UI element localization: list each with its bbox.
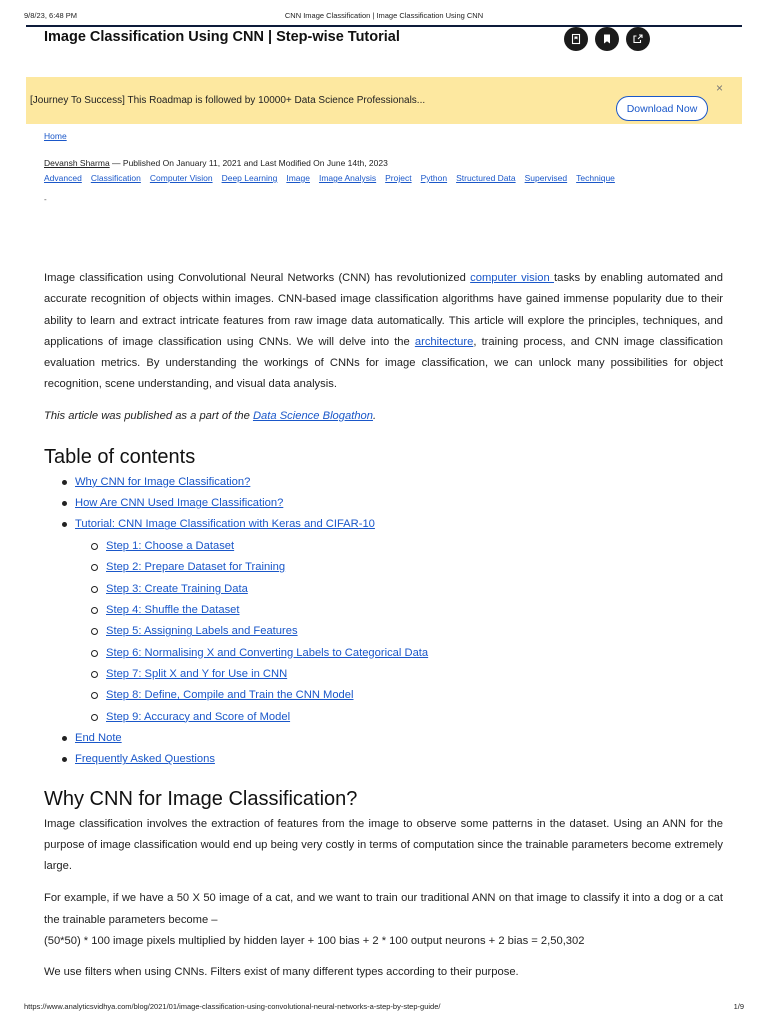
- tag-structured-data[interactable]: Structured Data: [456, 173, 516, 183]
- tag-computer-vision[interactable]: Computer Vision: [149, 173, 213, 183]
- table-of-contents: [44, 472, 723, 771]
- section-paragraph-2: [44, 888, 723, 952]
- tag-advanced[interactable]: Advanced: [44, 173, 82, 183]
- share-icon: [632, 33, 644, 45]
- tag-project[interactable]: Project: [385, 173, 412, 183]
- toc-link-step-3[interactable]: Step 3: Create Training Data: [106, 582, 248, 595]
- publish-info: — Published On January 11, 2021 and Last Modified On June 14th, 2023: [109, 158, 388, 168]
- page-number: 1/9: [733, 1002, 744, 1011]
- article-actions: [564, 27, 650, 51]
- toc-subitem: [44, 536, 723, 557]
- intro-text-2: tasks by enabling automated and accurate recognition of objects within images. CNN-based image classification algorithms have gained immense popularity due to their ability to learn and extract intricate features from raw image data automatically. This article will explore the principles, techniques, and applications of image classification using CNNs. We will delve into the: [44, 272, 723, 348]
- breadcrumb: [44, 131, 67, 141]
- intro-text-1: Image classification using Convolutional Neural Networks (CNN) has revolutionized: [44, 272, 471, 284]
- intro-paragraph: [44, 268, 723, 396]
- section-heading: Why CNN for Image Classification?: [44, 787, 358, 810]
- print-url: https://www.analyticsvidhya.com/blog/2021/01/image-classification-using-convolutional-neural-networks-a-step-by-step-guide/: [24, 1002, 441, 1011]
- toc-link-why-cnn[interactable]: Why CNN for Image Classification?: [75, 475, 251, 488]
- bookmark-icon: [601, 33, 613, 45]
- toc-subitem: [44, 664, 723, 685]
- toc-heading: Table of contents: [44, 445, 196, 468]
- blogathon-note: [44, 406, 723, 427]
- print-page-title: CNN Image Classification | Image Classification Using CNN: [284, 11, 484, 20]
- toc-subitem: [44, 600, 723, 621]
- toc-subitem: [44, 707, 723, 728]
- toc-link-step-5[interactable]: Step 5: Assigning Labels and Features: [106, 625, 298, 638]
- dash-mark: -: [44, 195, 47, 204]
- tag-image[interactable]: Image: [286, 173, 310, 183]
- toc-item: [44, 749, 723, 770]
- tag-supervised[interactable]: Supervised: [524, 173, 568, 183]
- blogathon-suffix: .: [373, 409, 377, 422]
- save-page-button[interactable]: [564, 27, 588, 51]
- section-paragraph-2-line-1: For example, if we have a 50 X 50 image of a cat, and we want to train our traditional ANN on that image to classify it into a dog or a cat the trainable parameters become –: [44, 892, 723, 926]
- blogathon-prefix: This article was published as a part of the: [44, 409, 253, 422]
- toc-link-step-9[interactable]: Step 9: Accuracy and Score of Model: [106, 710, 291, 723]
- toc-subitem: [44, 685, 723, 706]
- section-paragraph-3: We use filters when using CNNs. Filters exist of many different types according to their purpose.: [44, 966, 519, 979]
- section-paragraph-2-line-2: (50*50) * 100 image pixels multiplied by hidden layer + 100 bias + 2 * 100 output neurons + 2 bias = 2,50,302: [44, 935, 585, 948]
- bookmark-button[interactable]: [595, 27, 619, 51]
- architecture-link[interactable]: architecture: [414, 335, 474, 348]
- toc-link-step-4[interactable]: Step 4: Shuffle the Dataset: [106, 603, 240, 616]
- tag-classification[interactable]: Classification: [90, 173, 141, 183]
- tag-python[interactable]: Python: [420, 173, 448, 183]
- article-body: [44, 268, 723, 984]
- toc-subitem: [44, 557, 723, 578]
- toc-item: [44, 472, 723, 493]
- computer-vision-link[interactable]: computer vision: [470, 272, 554, 284]
- print-header: [24, 11, 744, 23]
- toc-link-step-7[interactable]: Step 7: Split X and Y for Use in CNN: [106, 667, 288, 680]
- toc-item: [44, 514, 723, 535]
- toc-item: [44, 493, 723, 514]
- section-paragraph-1: Image classification involves the extraction of features from the image to observe some patterns in the dataset. Using an ANN for the purpose of image classification would end up being very costly in terms of computation since the trainable parameters become extremely large.: [44, 817, 723, 873]
- toc-link-end-note[interactable]: End Note: [75, 731, 122, 744]
- close-icon[interactable]: ×: [716, 81, 724, 95]
- toc-subitem: [44, 579, 723, 600]
- toc-link-step-2[interactable]: Step 2: Prepare Dataset for Training: [106, 561, 286, 574]
- toc-item: [44, 728, 723, 749]
- toc-subitem: [44, 643, 723, 664]
- toc-link-tutorial[interactable]: Tutorial: CNN Image Classification with Keras and CIFAR-10: [75, 518, 375, 531]
- bookmark-page-icon: [570, 33, 582, 45]
- tag-list: [44, 173, 615, 183]
- blogathon-link[interactable]: Data Science Blogathon: [252, 409, 373, 422]
- toc-link-how-cnn-used[interactable]: How Are CNN Used Image Classification?: [75, 497, 284, 510]
- banner-text: [Journey To Success] This Roadmap is followed by 10000+ Data Science Professionals...: [30, 95, 426, 106]
- toc-link-step-6[interactable]: Step 6: Normalising X and Converting Labels to Categorical Data: [106, 646, 429, 659]
- toc-link-step-8[interactable]: Step 8: Define, Compile and Train the CNN Model: [106, 689, 354, 702]
- author-link[interactable]: Devansh Sharma: [44, 158, 110, 168]
- tag-deep-learning[interactable]: Deep Learning: [221, 173, 278, 183]
- toc-link-faq[interactable]: Frequently Asked Questions: [75, 753, 215, 766]
- download-now-button[interactable]: Download Now: [616, 96, 708, 121]
- breadcrumb-home-link[interactable]: Home: [44, 131, 67, 141]
- share-button[interactable]: [626, 27, 650, 51]
- print-datetime: 9/8/23, 6:48 PM: [24, 11, 77, 20]
- tag-image-analysis[interactable]: Image Analysis: [318, 173, 377, 183]
- promo-banner: [26, 77, 742, 124]
- tag-technique[interactable]: Technique: [576, 173, 615, 183]
- article-title: Image Classification Using CNN | Step-wise Tutorial: [44, 29, 400, 45]
- intro-text-3: , training process, and CNN image classification evaluation metrics. By understanding the workings of CNNs for image classification, we can unlock many possibilities for object recognition, scene understanding, and visual data analysis.: [44, 335, 723, 391]
- toc-subitem: [44, 621, 723, 642]
- byline: [44, 158, 388, 168]
- toc-link-step-1[interactable]: Step 1: Choose a Dataset: [106, 539, 235, 552]
